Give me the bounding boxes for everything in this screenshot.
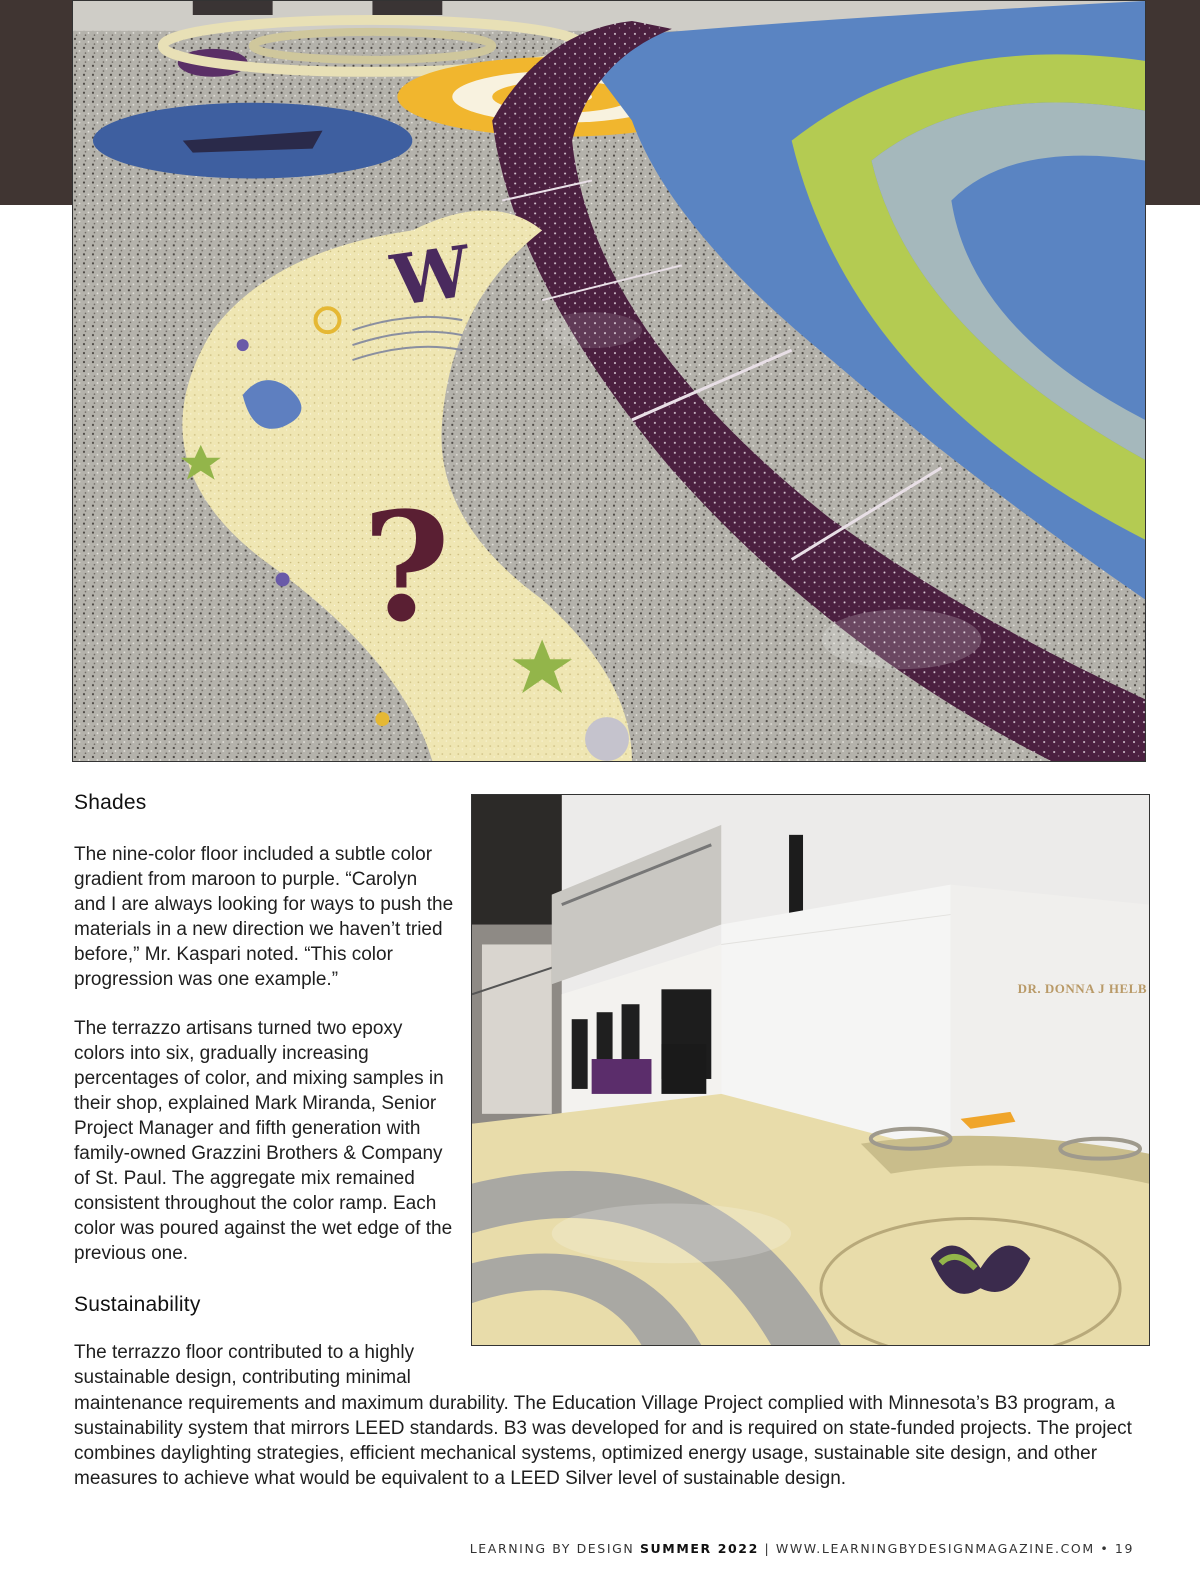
svg-text:?: ?: [362, 479, 451, 656]
footer-issue: SUMMER 2022: [639, 1541, 759, 1556]
page-footer: [0, 1541, 1134, 1556]
footer-page-number: 19: [1114, 1541, 1134, 1556]
article-text-column: [74, 788, 454, 1390]
shades-paragraph-2: The terrazzo artisans turned two epoxy colors into six, gradually increasing percentages of color, and mixing samples in their shop, explained Mark Miranda, Senior Project Manager and fifth generation with family-owned Grazzini Brothers & Company of St. Paul. The aggregate mix remained consistent throughout the color ramp. Each color was poured against the wet edge of the previous one.: [74, 1018, 453, 1264]
footer-website: WWW.LEARNINGBYDESIGNMAGAZINE.COM: [775, 1541, 1095, 1556]
shades-paragraph-1: The nine-color floor included a subtle color gradient from maroon to purple. “Carolyn and I are always looking for ways to push the materials in a new direction we haven’t tried before,” Mr. Kaspari noted. “This color progression was one example.”: [74, 844, 454, 990]
svg-text:W: W: [386, 230, 476, 323]
interior-hallway-photo: [471, 794, 1150, 1346]
terrazzo-floor-photo: [72, 0, 1146, 762]
section-heading-sustainability: Sustainability: [74, 1293, 201, 1316]
interior-hallway-illustration: [472, 795, 1149, 1345]
wall-sign-text: DR. DONNA J HELB: [1017, 981, 1147, 996]
footer-bullet: •: [1100, 1541, 1110, 1556]
terrazzo-floor-illustration: [73, 1, 1145, 761]
footer-separator: |: [764, 1541, 771, 1556]
sustainability-paragraph-start: The terrazzo floor contributed to a highly sustainable design, contributing minimal: [74, 1342, 415, 1388]
sustainability-paragraph-continued: maintenance requirements and maximum durability. The Education Village Project complied with Minnesota’s B3 program, a sustainability system that mirrors LEED standards. B3 was developed for and is required on state-funded projects. The project combines daylighting strategies, efficient mechanical systems, optimized energy usage, sustainable site design, and other measures to achieve what would be equivalent to a LEED Silver level of sustainable design.: [74, 1393, 1132, 1489]
section-heading-shades: Shades: [74, 791, 147, 814]
footer-magazine-name: LEARNING BY DESIGN: [469, 1541, 635, 1556]
